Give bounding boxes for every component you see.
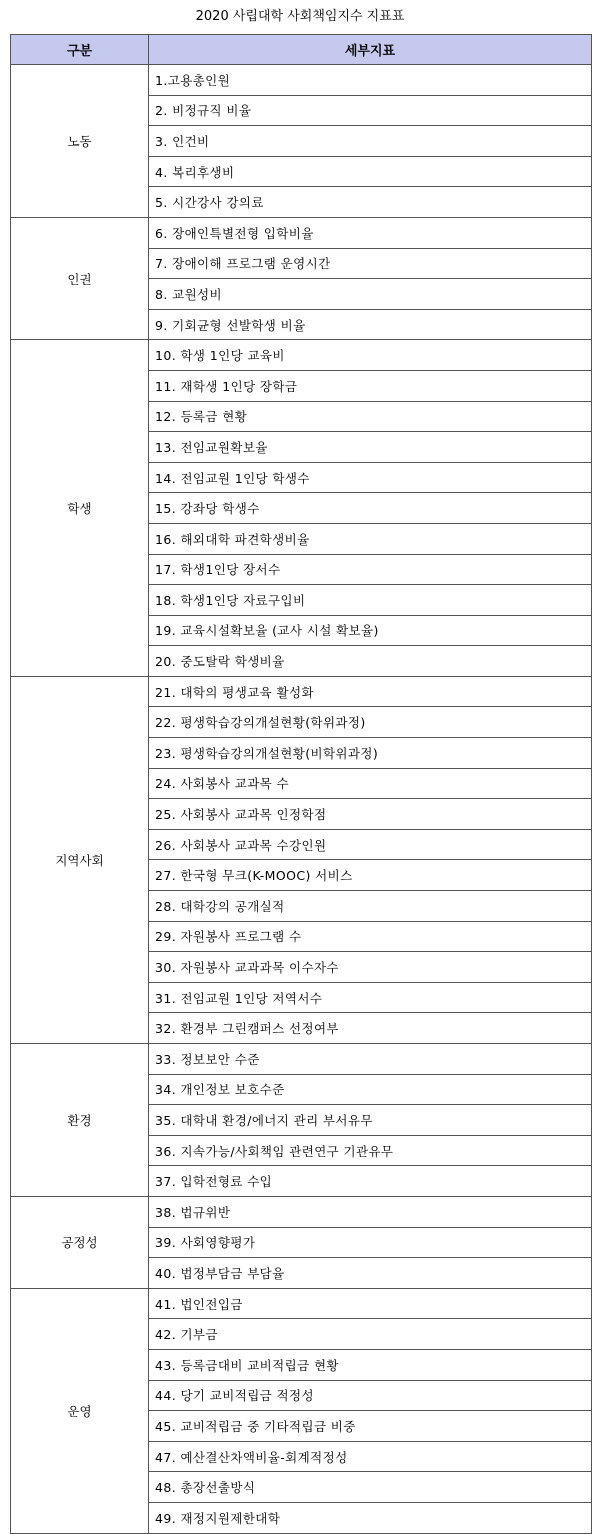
indicator-cell: 7. 장애이해 프로그램 운영시간 — [149, 248, 592, 279]
category-cell: 인권 — [11, 217, 149, 339]
indicator-cell: 22. 평생학습강의개설현황(학위과정) — [149, 707, 592, 738]
indicator-cell: 9. 기회균형 선발학생 비율 — [149, 309, 592, 340]
indicator-cell: 21. 대학의 평생교육 활성화 — [149, 676, 592, 707]
header-indicator: 세부지표 — [149, 35, 592, 65]
indicator-cell: 12. 등록금 현황 — [149, 401, 592, 432]
indicator-cell: 23. 평생학습강의개설현황(비학위과정) — [149, 738, 592, 769]
indicator-cell: 44. 당기 교비적립금 적정성 — [149, 1380, 592, 1411]
indicator-cell: 30. 자원봉사 교과과목 이수자수 — [149, 952, 592, 983]
indicator-cell: 28. 대학강의 공개실적 — [149, 891, 592, 922]
table-row — [11, 1196, 592, 1227]
category-cell: 학생 — [11, 340, 149, 677]
indicator-cell: 4. 복리후생비 — [149, 156, 592, 187]
indicator-cell: 42. 기부금 — [149, 1319, 592, 1350]
table-row — [11, 1288, 592, 1319]
header-category: 구분 — [11, 35, 149, 65]
indicator-cell: 49. 재정지원제한대학 — [149, 1502, 592, 1533]
category-cell: 운영 — [11, 1288, 149, 1533]
table-row — [11, 65, 592, 96]
indicator-cell: 10. 학생 1인당 교육비 — [149, 340, 592, 371]
indicator-cell: 1.고용총인원 — [149, 65, 592, 96]
indicator-cell: 29. 자원봉사 프로그램 수 — [149, 921, 592, 952]
category-cell: 노동 — [11, 65, 149, 218]
indicator-cell: 17. 학생1인당 장서수 — [149, 554, 592, 585]
category-cell: 지역사회 — [11, 676, 149, 1043]
indicator-cell: 38. 법규위반 — [149, 1196, 592, 1227]
table-row — [11, 340, 592, 371]
indicator-cell: 19. 교육시설확보율 (교사 시설 확보율) — [149, 615, 592, 646]
indicator-cell: 18. 학생1인당 자료구입비 — [149, 585, 592, 616]
indicator-cell: 3. 인건비 — [149, 126, 592, 157]
page-title: 2020 사립대학 사회책임지수 지표표 — [195, 9, 405, 24]
indicator-cell: 25. 사회봉사 교과목 인정학점 — [149, 799, 592, 830]
indicator-cell: 2. 비정규직 비율 — [149, 95, 592, 126]
indicator-cell: 14. 전임교원 1인당 학생수 — [149, 462, 592, 493]
indicator-table — [10, 34, 592, 1534]
indicator-cell: 40. 법정부담금 부담율 — [149, 1258, 592, 1289]
indicator-cell: 15. 강좌당 학생수 — [149, 493, 592, 524]
indicator-cell: 32. 환경부 그린캠퍼스 선정여부 — [149, 1013, 592, 1044]
indicator-cell: 34. 개인정보 보호수준 — [149, 1074, 592, 1105]
category-cell: 공정성 — [11, 1196, 149, 1288]
table-row — [11, 217, 592, 248]
indicator-cell: 43. 등록금대비 교비적립금 현황 — [149, 1349, 592, 1380]
indicator-cell: 37. 입학전형료 수입 — [149, 1166, 592, 1197]
indicator-cell: 26. 사회봉사 교과목 수강인원 — [149, 829, 592, 860]
indicator-cell: 35. 대학내 환경/에너지 관리 부서유무 — [149, 1105, 592, 1136]
indicator-cell: 20. 중도탈락 학생비율 — [149, 646, 592, 677]
indicator-cell: 11. 재학생 1인당 장학금 — [149, 370, 592, 401]
header-row — [11, 35, 592, 65]
indicator-cell: 16. 해외대학 파견학생비율 — [149, 523, 592, 554]
table-body — [11, 65, 592, 1534]
indicator-cell: 33. 정보보안 수준 — [149, 1044, 592, 1075]
indicator-cell: 47. 예산결산차액비율-회계적정성 — [149, 1441, 592, 1472]
indicator-cell: 41. 법인전입금 — [149, 1288, 592, 1319]
indicator-cell: 27. 한국형 무크(K-MOOC) 서비스 — [149, 860, 592, 891]
indicator-cell: 39. 사회영향평가 — [149, 1227, 592, 1258]
table-row — [11, 676, 592, 707]
indicator-cell: 8. 교원성비 — [149, 279, 592, 310]
indicator-cell: 45. 교비적립금 중 기타적립금 비중 — [149, 1411, 592, 1442]
indicator-cell: 24. 사회봉사 교과목 수 — [149, 768, 592, 799]
indicator-cell: 13. 전임교원확보율 — [149, 432, 592, 463]
indicator-cell: 36. 지속가능/사회책임 관련연구 기관유무 — [149, 1135, 592, 1166]
table-row — [11, 1044, 592, 1075]
category-cell: 환경 — [11, 1044, 149, 1197]
indicator-cell: 31. 전임교원 1인당 저역서수 — [149, 982, 592, 1013]
indicator-cell: 48. 총장선출방식 — [149, 1472, 592, 1503]
indicator-cell: 6. 장애인특별전형 입학비율 — [149, 217, 592, 248]
indicator-cell: 5. 시간강사 강의료 — [149, 187, 592, 218]
